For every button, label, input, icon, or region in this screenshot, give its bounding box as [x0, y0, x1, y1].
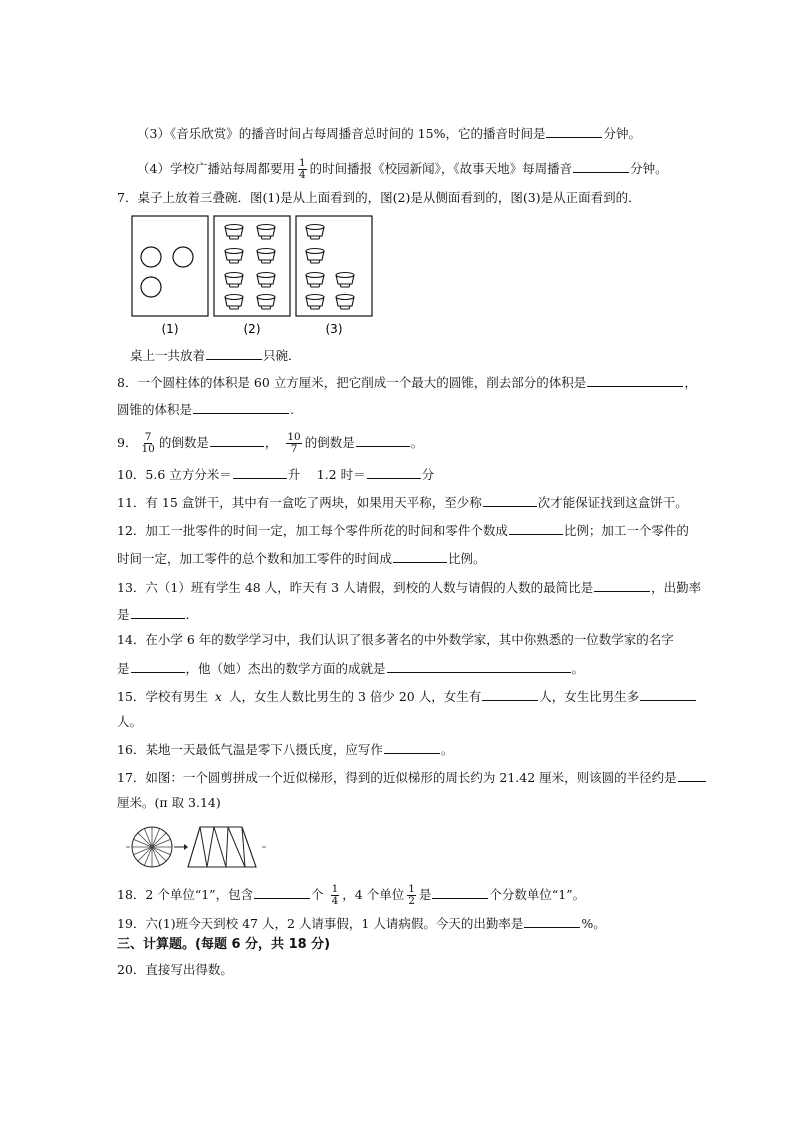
q14-text: 14．在小学 6 年的数学学习中，我们认识了很多著名的中外数学家，其中你熟悉的一位数学家的名字 [117, 632, 674, 647]
q6-4-unit: 分钟。 [630, 161, 668, 176]
q14-blank-2[interactable] [387, 660, 571, 673]
bowl-icon [336, 273, 354, 288]
bowl-top-view [173, 247, 193, 267]
q18-text-4: 是 [418, 887, 432, 902]
q16-blank[interactable] [384, 741, 440, 754]
q18-blank-2[interactable] [432, 886, 488, 899]
q18-text-5: 个分数单位“1”。 [489, 887, 586, 902]
q10-blank-2[interactable] [367, 466, 421, 479]
q17-line-1 [117, 769, 707, 786]
trapezoid-sector-lines [188, 827, 256, 867]
q15-blank-2[interactable] [640, 688, 696, 701]
trapezoid-sector-edge [207, 827, 214, 867]
bowl-icon [306, 295, 324, 310]
q19-text: 19．六(1)班今天到校 47 人，2 人请事假，1 人请病假。今天的出勤率是 [117, 916, 524, 931]
q9-fraction-2 [286, 432, 301, 455]
q17-blank[interactable] [678, 769, 706, 782]
q7-bowl-views-figure [128, 212, 388, 342]
q6-3-line [137, 125, 641, 142]
q18-line [117, 884, 585, 907]
q14-blank-1[interactable] [131, 660, 185, 673]
q12-text-4: 比例。 [448, 551, 486, 566]
sector-line [138, 847, 152, 861]
q19-line [117, 915, 606, 932]
q11-text: 11．有 15 盒饼干，其中有一盒吃了两块，如果用天平称，至少称 [117, 495, 482, 510]
q9-fraction-1 [140, 432, 155, 455]
q18-blank-1[interactable] [254, 886, 310, 899]
q8-line-2 [117, 401, 294, 418]
q13-text: 13．六（1）班有学生 48 人，昨天有 3 人请假，到校的人数与请假的人数的最简比是 [117, 580, 594, 595]
q17-text: 17．如图：一个圆剪拼成一个近似梯形，得到的近似梯形的周长约为 21.42 厘米，则该圆的半径约是 [117, 770, 677, 785]
q8-period: . [290, 402, 294, 417]
trapezoid-sector-edge [226, 827, 228, 867]
q7-unit: 只碗． [263, 348, 301, 363]
q14-text-2: 是 [117, 661, 130, 676]
fraction-denominator: 7 [290, 443, 298, 455]
q7-blank[interactable] [206, 347, 262, 360]
bowl-top-view [141, 277, 161, 297]
q6-4-fraction [298, 158, 307, 181]
q6-4-blank[interactable] [573, 160, 629, 173]
q6-3-text: （3）《音乐欣赏》的播音时间占每周播音总时间的 15%，它的播音时间是 [137, 126, 546, 141]
q18-fraction-2 [407, 884, 416, 907]
q12-text: 12．加工一批零件的时间一定，加工每个零件所花的时间和零件个数成 [117, 523, 508, 538]
bowl-icon [257, 225, 275, 240]
q11-blank[interactable] [483, 494, 537, 507]
q15-line-2 [117, 714, 142, 730]
bowl-icon [306, 273, 324, 288]
q9-text-2: 的倒数是 [304, 435, 355, 450]
q17-text-2: 厘米。(π 取 3.14) [117, 795, 221, 810]
q15-text: 15．学校有男生 [117, 689, 208, 704]
bowl-icon [306, 225, 324, 240]
bowl-icon [336, 295, 354, 310]
fraction-numerator: 1 [298, 157, 306, 169]
section-3-title: 三、计算题。(每题 6 分，共 18 分) [117, 937, 331, 952]
q7-answer-text: 桌上一共放着 [130, 348, 206, 363]
q15-text-2: 人，女生人数比男生的 3 倍少 20 人，女生有 [228, 689, 482, 704]
trapezoid-sector-edge [188, 827, 200, 867]
q13-text-2: ，出勤率 [651, 580, 702, 595]
q10-text: 10．5.6 立方分米＝ [117, 467, 232, 482]
q15-text-3: 人，女生比男生多 [539, 689, 640, 704]
q9-blank-2[interactable] [356, 434, 410, 447]
q12-text-3: 时间一定，加工零件的总个数和加工零件的时间成 [117, 551, 393, 566]
q15-line-1 [117, 688, 697, 705]
q11-line [117, 494, 688, 511]
bowl-icon [225, 273, 243, 288]
q19-percent: %。 [581, 916, 606, 931]
q11-text-2: 次才能保证找到这盒饼干。 [537, 495, 688, 510]
q18-text: 18．2 个单位“1”，包含 [117, 887, 254, 902]
q10-text-2: 升 1.2 时＝ [287, 467, 366, 482]
arrow-icon [184, 844, 188, 850]
bowl-icon [225, 249, 243, 264]
sector-line [138, 833, 152, 847]
fraction-denominator: 4 [331, 895, 339, 907]
q6-3-blank[interactable] [546, 125, 602, 138]
q10-unit: 分 [421, 467, 435, 482]
fraction-numerator: 10 [287, 431, 301, 443]
q15-text-4: 人。 [117, 714, 143, 729]
trapezoid-sector-edge [200, 827, 207, 867]
q9-number: 9． [117, 435, 138, 450]
q7-answer-line [130, 347, 301, 364]
sector-line [152, 833, 166, 847]
sector-line [152, 847, 166, 861]
fraction-denominator: 10 [141, 443, 155, 455]
q10-line [117, 466, 434, 483]
q20-text: 20．直接写出得数。 [117, 962, 233, 977]
view-label-2: (2) [243, 322, 261, 336]
fraction-numerator: 7 [144, 431, 152, 443]
q16-period: 。 [440, 742, 454, 757]
q9-period: 。 [410, 435, 424, 450]
bowl-icon [257, 249, 275, 264]
bowl-icon [257, 295, 275, 310]
q17-line-2 [117, 795, 221, 811]
q13-blank-2[interactable] [131, 606, 185, 619]
bowl-icon [257, 273, 275, 288]
q13-blank-1[interactable] [594, 579, 650, 592]
q10-blank-1[interactable] [233, 466, 287, 479]
q9-text: 的倒数是 [158, 435, 209, 450]
q13-text-3: 是 [117, 607, 130, 622]
q8-text: 8．一个圆柱体的体积是 60 立方厘米，把它削成一个最大的圆锥，削去部分的体积是 [117, 375, 587, 390]
q8-comma: ， [684, 375, 697, 390]
bowl-top-view [141, 247, 161, 267]
q14-line-2 [117, 660, 584, 677]
q12-blank-2[interactable] [393, 550, 447, 563]
bowl-icon [225, 295, 243, 310]
bowl-icon [306, 249, 324, 264]
q16-line [117, 741, 453, 758]
view-label-3: (3) [325, 322, 343, 336]
view-label-1: (1) [161, 322, 179, 336]
fraction-numerator: 1 [331, 883, 339, 895]
q15-blank-1[interactable] [482, 688, 538, 701]
q6-4-line [137, 158, 668, 181]
q12-line-2 [117, 550, 486, 567]
q18-text-2: 个 [311, 887, 324, 902]
q18-text-3: ，4 个单位 [342, 887, 405, 902]
q12-text-2: 比例；加工一个零件的 [563, 523, 689, 538]
q15-variable-x: x [214, 689, 222, 704]
q8-line-1 [117, 374, 697, 391]
q12-blank-1[interactable] [509, 522, 563, 535]
q16-text: 16．某地一天最低气温是零下八摄氏度，应写作 [117, 742, 383, 757]
fraction-numerator: 1 [408, 883, 415, 895]
q14-period: 。 [571, 661, 585, 676]
q8-text-2: 圆锥的体积是 [117, 402, 193, 417]
q13-period: . [185, 607, 190, 622]
q18-fraction-1 [331, 884, 340, 907]
q9-blank-1[interactable] [210, 434, 264, 447]
q17-circle-to-trapezoid-figure [122, 822, 272, 872]
q9-comma: ， [264, 435, 278, 450]
q14-text-3: ，他（她）杰出的数学方面的成就是 [185, 661, 386, 676]
q9-line [117, 432, 423, 455]
q14-line-1 [117, 632, 674, 648]
q8-blank-2[interactable] [193, 401, 289, 414]
trapezoid-sector-edge [214, 827, 226, 867]
q6-4-text-2: 的时间播报《校园新闻》，《故事天地》每周播音 [309, 161, 573, 176]
q19-blank[interactable] [524, 915, 580, 928]
q13-line-2 [117, 606, 190, 623]
fraction-denominator: 4 [298, 169, 306, 181]
q8-blank-1[interactable] [587, 374, 683, 387]
view-1-frame [132, 216, 208, 316]
q6-3-unit: 分钟。 [603, 126, 641, 141]
q7-text: 7．桌子上放着三叠碗．图(1)是从上面看到的，图(2)是从侧面看到的，图(3)是从正面看到的． [117, 190, 641, 205]
bowl-icon [225, 225, 243, 240]
q6-4-text: （4）学校广播站每周都要用 [137, 161, 295, 176]
q12-line-1 [117, 522, 689, 539]
fraction-denominator: 2 [408, 895, 415, 907]
q13-line-1 [117, 579, 701, 596]
